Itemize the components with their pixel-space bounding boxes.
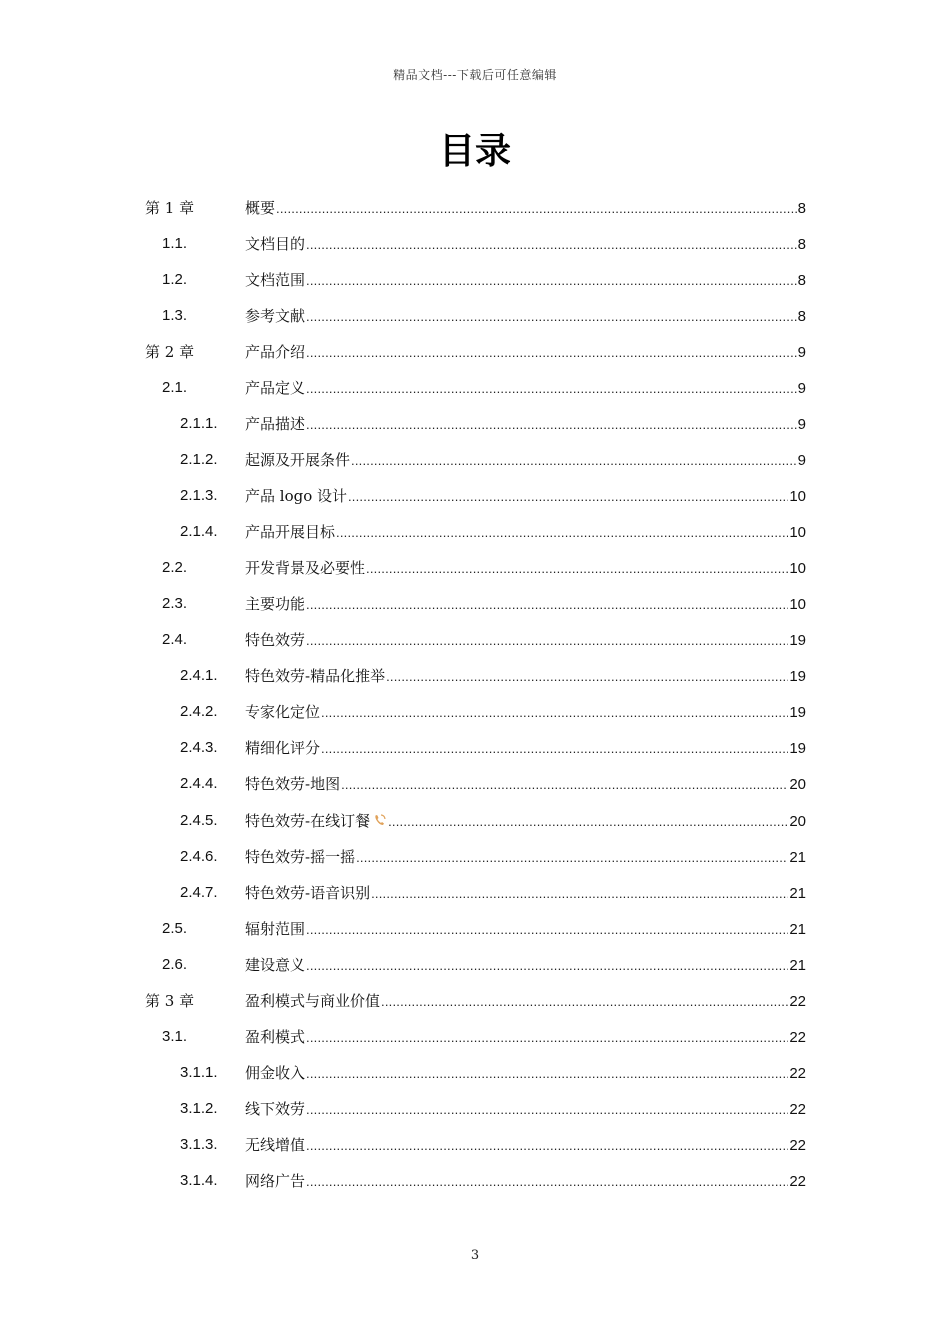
toc-entry-number: 3.1. [162,1028,188,1045]
toc-entry-page: 21 [789,849,806,866]
toc-entry[interactable] [0,370,950,406]
toc-entry[interactable] [0,334,950,370]
toc-entry[interactable] [0,622,950,658]
toc-entry-page: 22 [789,1029,806,1046]
toc-entry-page: 22 [789,1137,806,1154]
toc-entry-title: 主要功能 [245,595,306,613]
toc-entry-page: 8 [797,308,806,325]
toc-entry-number: 2.1.4. [180,523,218,540]
toc-entry-number: 2.5. [162,920,188,937]
toc-entry[interactable] [0,1019,950,1055]
dot-leader [306,299,797,335]
toc-entry-page: 9 [797,452,806,469]
toc-entry-title: 产品介绍 [245,343,306,361]
toc-entry-title: 精细化评分 [245,739,321,757]
toc-entry-number: 2.4.1. [180,667,218,684]
toc-entry[interactable] [0,298,950,334]
toc-entry-number: 3.1.3. [180,1136,218,1153]
toc-entry-title: 盈利模式与商业价值 [245,992,381,1010]
dot-leader [306,948,788,984]
dot-leader [306,371,797,407]
toc-entry-number: 2.1.1. [180,415,218,432]
toc-entry-title: 网络广告 [245,1172,306,1190]
toc-entry-page: 22 [789,1101,806,1118]
dot-leader [306,227,797,263]
toc-entry-title: 佣金收入 [245,1064,306,1082]
toc-entry-title: 产品描述 [245,415,306,433]
toc-entry[interactable] [0,442,950,478]
toc-entry-number: 2.4.4. [180,775,218,792]
toc-entry-page: 8 [797,200,806,217]
toc-entry[interactable] [0,875,950,911]
toc-entry-number: 2.3. [162,595,188,612]
toc-entry-title: 特色效劳 [245,631,306,649]
toc-entry[interactable] [0,586,950,622]
dot-leader [306,912,788,948]
dot-leader [381,984,788,1020]
toc-entry-page: 20 [789,813,806,830]
toc-entry[interactable] [0,1127,950,1163]
toc-entry-page: 8 [797,236,806,253]
toc-entry-title: 文档目的 [245,235,306,253]
toc-entry-number: 1.1. [162,235,188,252]
toc-entry-number: 1.2. [162,271,188,288]
toc-entry-title [245,803,387,839]
dot-leader [306,1128,788,1164]
toc-entry-page: 9 [797,416,806,433]
toc-entry-number: 2.4.7. [180,884,218,901]
toc-entry-number: 1.3. [162,307,188,324]
toc-entry-number: 2.4.3. [180,739,218,756]
toc-entry-page: 22 [789,993,806,1010]
toc-entry-page: 22 [789,1065,806,1082]
dot-leader [306,623,788,659]
dot-leader [321,731,788,767]
dot-leader [306,1056,788,1092]
toc-entry-title: 建设意义 [245,956,306,974]
toc-entry-number: 2.4. [162,631,188,648]
toc-entry[interactable] [0,730,950,766]
toc-entry-number: 2.1. [162,379,188,396]
page-header: 精品文档---下载后可任意编辑 [393,68,557,82]
toc-entry[interactable] [0,478,950,514]
dot-leader [351,443,797,479]
dot-leader [306,1020,788,1056]
toc-entry-number: 第 2 章 [145,343,195,361]
dot-leader [306,1164,788,1200]
toc-entry-page: 10 [789,488,806,505]
toc-entry-title: 参考文献 [245,307,306,325]
toc-entry-title: 辐射范围 [245,920,306,938]
dot-leader [276,191,797,227]
toc-entry[interactable] [0,911,950,947]
toc-entry-title: 盈利模式 [245,1028,306,1046]
toc-entry[interactable] [0,262,950,298]
toc-entry-page: 21 [789,885,806,902]
toc-entry[interactable] [0,803,950,839]
toc-entry[interactable] [0,406,950,442]
toc-entry-page: 10 [789,596,806,613]
toc-entry-title: 开发背景及必要性 [245,559,366,577]
toc-entry-title: 特色效劳-语音识别 [245,884,371,902]
toc-entry-page: 9 [797,380,806,397]
toc-entry-page: 19 [789,704,806,721]
dot-leader [336,515,788,551]
toc-entry-page: 22 [789,1173,806,1190]
toc-entry-page: 10 [789,560,806,577]
toc-entry[interactable] [0,514,950,550]
toc-entry[interactable] [0,839,950,875]
toc-entry-number: 3.1.2. [180,1100,218,1117]
toc-entry[interactable] [0,226,950,262]
dot-leader [386,659,788,695]
toc-entry[interactable] [0,658,950,694]
toc-entry[interactable] [0,1091,950,1127]
toc-entry[interactable] [0,550,950,586]
page-title: 目录 [438,131,511,172]
toc-entry-number: 2.4.6. [180,848,218,865]
phone-icon [373,804,387,818]
toc-entry-title: 文档范围 [245,271,306,289]
toc-entry-number: 3.1.4. [180,1172,218,1189]
toc-entry-title: 产品定义 [245,379,306,397]
dot-leader [306,335,797,371]
toc-entry-page: 9 [797,344,806,361]
toc-entry-title: 专家化定位 [245,703,321,721]
toc-entry-number: 2.1.3. [180,487,218,504]
dot-leader [306,587,788,623]
toc-entry-number: 2.1.2. [180,451,218,468]
dot-leader [388,804,788,840]
dot-leader [306,263,797,299]
toc-entry[interactable] [0,766,950,802]
toc-entry-title: 无线增值 [245,1136,306,1154]
toc-entry-title: 产品 logo 设计 [245,487,347,505]
dot-leader [366,551,788,587]
toc-entry-page: 21 [789,957,806,974]
toc-entry[interactable] [0,1055,950,1091]
dot-leader [306,407,797,443]
toc-entry-page: 19 [789,632,806,649]
dot-leader [306,1092,788,1128]
toc-entry-page: 20 [789,776,806,793]
toc-entry-number: 2.6. [162,956,188,973]
toc-entry-page: 10 [789,524,806,541]
toc-entry-title: 产品开展目标 [245,523,336,541]
toc-entry-title: 线下效劳 [245,1100,306,1118]
toc-entry-page: 8 [797,272,806,289]
toc-entry-number: 第 1 章 [145,199,195,217]
dot-leader [356,840,788,876]
toc-entry-page: 21 [789,921,806,938]
toc-entry-number: 2.4.2. [180,703,218,720]
toc-entry-title: 概要 [245,199,276,217]
toc-entry-number: 2.4.5. [180,812,218,829]
dot-leader [341,767,788,803]
dot-leader [371,876,788,912]
toc-entry-page: 19 [789,668,806,685]
toc-entry[interactable] [0,694,950,730]
dot-leader [348,479,788,515]
toc-entry-number: 3.1.1. [180,1064,218,1081]
toc-entry-title: 特色效劳-摇一摇 [245,848,356,866]
toc-entry-title: 特色效劳-精品化推举 [245,667,386,685]
toc-entry[interactable] [0,1163,950,1199]
toc-entry-title: 特色效劳-地图 [245,775,341,793]
page-number: 3 [470,1248,480,1263]
dot-leader [321,695,788,731]
toc-entry[interactable] [0,947,950,983]
toc-entry-number: 2.2. [162,559,188,576]
toc-entry[interactable] [0,983,950,1019]
toc-entry-title-text: 特色效劳-在线订餐 [245,812,371,830]
toc-entry-number: 第 3 章 [145,992,195,1010]
toc-entry[interactable] [0,190,950,226]
toc-entry-page: 19 [789,740,806,757]
toc-entry-title: 起源及开展条件 [245,451,351,469]
